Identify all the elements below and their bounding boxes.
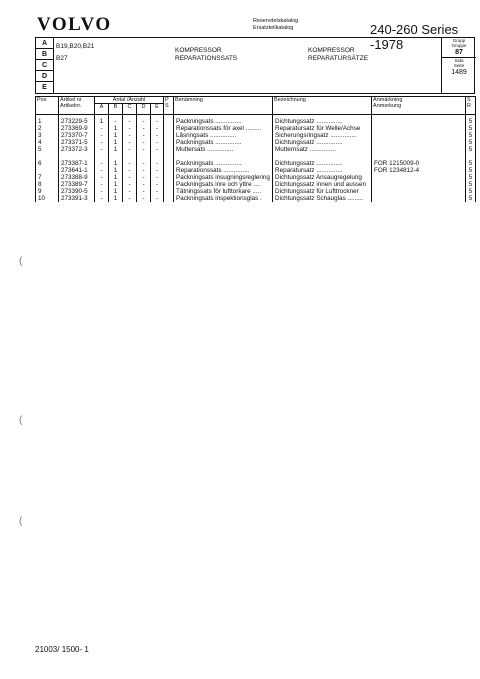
spacer-cell (372, 153, 466, 160)
section-title-de-1: KOMPRESSOR (308, 47, 355, 54)
cell-ps (164, 195, 174, 202)
cell-article: 273390-5 (59, 188, 95, 195)
cell-ps (164, 181, 174, 188)
spacer-cell (164, 153, 174, 160)
cell-qty-a: - (95, 188, 109, 195)
col-description-sv-header: Benämning (174, 97, 273, 115)
cell-remark (372, 132, 466, 139)
cell-qty-a: - (95, 174, 109, 181)
binder-hole-mark: ( (19, 256, 23, 267)
table-row (36, 125, 476, 132)
cell-qty-a: - (95, 195, 109, 202)
cell-qty-c: - (123, 125, 137, 132)
cell-qty-a: - (95, 160, 109, 167)
cell-qty-e: - (151, 188, 164, 195)
model-letter-c: C (36, 60, 53, 71)
cell-article: 273388-9 (59, 174, 95, 181)
qty-col-a: A (95, 104, 109, 115)
cell-pos: 2 (36, 125, 59, 132)
table-spacer-row (36, 153, 476, 160)
cell-ps (164, 188, 174, 195)
table-row (36, 195, 476, 202)
model-a-engines: B19,B20,B21 (56, 43, 95, 50)
section-title-sv (175, 47, 237, 62)
cell-article: 273372-3 (59, 146, 95, 153)
model-letter-column (36, 38, 54, 93)
table-row (36, 132, 476, 139)
cell-qty-b: 1 (109, 167, 123, 174)
cell-description-sv: Reparationssats för axel ......... (174, 125, 273, 132)
cell-description-de: Sicherungsringsatz ............... (273, 132, 372, 139)
cell-qty-d: - (137, 181, 151, 188)
cell-article: 273391-3 (59, 195, 95, 202)
binder-hole-mark: ( (19, 516, 23, 527)
catalog-title (253, 18, 298, 31)
catalog-title-sv: Reservdelskatalog (253, 18, 299, 24)
cell-description-sv: Packningsats inre och yttre .... (174, 181, 273, 188)
cell-qty-c: - (123, 115, 137, 126)
cell-qty-e: - (151, 125, 164, 132)
cell-qty-c: - (123, 146, 137, 153)
cell-qty-b: 1 (109, 188, 123, 195)
cell-remark (372, 146, 466, 153)
cell-description-sv: Låsringsats ............... (174, 132, 273, 139)
cell-qty-e: - (151, 167, 164, 174)
cell-qty-c: - (123, 188, 137, 195)
spacer-cell (95, 153, 109, 160)
cell-qty-b: 1 (109, 195, 123, 202)
cell-pos: 10 (36, 195, 59, 202)
cell-ps (164, 125, 174, 132)
spacer-cell (151, 153, 164, 160)
group-number: 87 (455, 49, 463, 56)
cell-article: 273387-1 (59, 160, 95, 167)
spacer-cell (137, 153, 151, 160)
cell-description-sv: Packningsats insugningsreglering (174, 174, 273, 181)
cell-qty-e: - (151, 132, 164, 139)
cell-description-de: Reparatursatz für Welle/Achse (273, 125, 372, 132)
group-page-box (441, 38, 476, 93)
table-row (36, 167, 476, 174)
cell-qty-d: - (137, 125, 151, 132)
cell-qty-c: - (123, 195, 137, 202)
cell-qty-b: - (109, 115, 123, 126)
cell-pos: 7 (36, 174, 59, 181)
table-row (36, 174, 476, 181)
cell-qty-d: - (137, 132, 151, 139)
section-title-sv-1: KOMPRESSOR (175, 47, 222, 54)
cell-qty-e: - (151, 115, 164, 126)
cell-description-sv: Packningsats inspektionsglas . (174, 195, 273, 202)
binder-hole-mark: ( (19, 415, 23, 426)
cell-sr: 5 (466, 181, 476, 188)
cell-qty-b: 1 (109, 181, 123, 188)
cell-ps (164, 160, 174, 167)
qty-col-d: D (137, 104, 151, 115)
cell-description-de: Dichtungssatz ............... (273, 115, 372, 126)
table-row (36, 139, 476, 146)
group-label-sv: Grupp (452, 38, 466, 43)
col-sr-header-r: R (467, 103, 472, 109)
volvo-logo: VOLVO (37, 14, 112, 35)
cell-pos: 5 (36, 146, 59, 153)
cell-qty-a: - (95, 181, 109, 188)
cell-ps (164, 139, 174, 146)
cell-description-sv: Reparationssats ............... (174, 167, 273, 174)
cell-sr: 5 (466, 125, 476, 132)
cell-qty-d: - (137, 160, 151, 167)
cell-remark (372, 139, 466, 146)
cell-remark (372, 174, 466, 181)
cell-article: 273389-7 (59, 181, 95, 188)
spacer-cell (109, 153, 123, 160)
cell-sr: 5 (466, 139, 476, 146)
cell-article: 273369-9 (59, 125, 95, 132)
model-letter-d: D (36, 71, 53, 82)
col-article-header-de: Artikelnr. (60, 103, 82, 109)
model-b-engines: B27 (56, 55, 68, 62)
cell-sr: 5 (466, 167, 476, 174)
spacer-cell (36, 153, 59, 160)
cell-description-sv: Tätningssats för lufttorkare ..... (174, 188, 273, 195)
table-header-row (36, 97, 476, 104)
cell-sr: 5 (466, 115, 476, 126)
page-number: 1489 (451, 69, 467, 76)
cell-qty-b: 1 (109, 125, 123, 132)
cell-article: 273370-7 (59, 132, 95, 139)
cell-description-sv: Packningsats ............... (174, 160, 273, 167)
cell-qty-a: - (95, 146, 109, 153)
cell-description-de: Dichtungssatz innen und aussen (273, 181, 372, 188)
cell-qty-b: 1 (109, 146, 123, 153)
page-label-de: Seite (453, 63, 465, 68)
cell-qty-b: 1 (109, 132, 123, 139)
cell-ps (164, 146, 174, 153)
qty-col-e: E (151, 104, 164, 115)
table-row (36, 146, 476, 153)
footer-code: 21003/ 1500- 1 (35, 645, 89, 654)
cell-qty-c: - (123, 167, 137, 174)
table-row (36, 181, 476, 188)
col-remark-header-sv: Anmärkning (373, 97, 403, 103)
cell-qty-b: 1 (109, 160, 123, 167)
spacer-cell (123, 153, 137, 160)
cell-ps (164, 132, 174, 139)
cell-remark (372, 181, 466, 188)
cell-ps (164, 167, 174, 174)
cell-qty-e: - (151, 174, 164, 181)
cell-qty-e: - (151, 146, 164, 153)
cell-pos: 3 (36, 132, 59, 139)
cell-description-de: Reparatursatz ............... (273, 167, 372, 174)
cell-remark (372, 115, 466, 126)
page-label-sv: Sida (454, 58, 464, 63)
cell-remark (372, 125, 466, 132)
section-title-sv-2: REPARATIONSSATS (175, 54, 238, 62)
col-sr-header (466, 97, 476, 115)
cell-pos: 9 (36, 188, 59, 195)
col-sr-header-s: S (467, 97, 471, 103)
model-letter-a: A (36, 38, 53, 49)
col-description-de-header: Bezeichnung (273, 97, 372, 115)
col-ps-header (164, 97, 174, 115)
cell-qty-b: 1 (109, 174, 123, 181)
section-title-de-2: REPARATURSÄTZE (308, 54, 369, 62)
cell-pos: 1 (36, 115, 59, 126)
model-letter-e: E (42, 84, 47, 91)
cell-qty-b: 1 (109, 139, 123, 146)
engine-models (56, 41, 94, 65)
cell-qty-d: - (137, 146, 151, 153)
section-title-de (308, 47, 368, 62)
cell-qty-a: 1 (95, 115, 109, 126)
col-ps-header-s: S (165, 103, 169, 109)
cell-qty-a: - (95, 139, 109, 146)
cell-qty-c: - (123, 132, 137, 139)
catalog-title-de: Ersatzteilkatalog (253, 24, 294, 31)
cell-qty-d: - (137, 167, 151, 174)
cell-pos: 8 (36, 181, 59, 188)
group-label-de: Gruppe (451, 43, 467, 48)
cell-sr: 5 (466, 195, 476, 202)
cell-qty-a: - (95, 125, 109, 132)
cell-description-sv: Muttersats ............... (174, 146, 273, 153)
cell-sr: 5 (466, 160, 476, 167)
cell-pos (36, 167, 59, 174)
cell-qty-e: - (151, 139, 164, 146)
cell-remark (372, 195, 466, 202)
cell-qty-d: - (137, 115, 151, 126)
cell-pos: 6 (36, 160, 59, 167)
qty-col-c: C (123, 104, 137, 115)
cell-qty-e: - (151, 160, 164, 167)
cell-sr: 5 (466, 146, 476, 153)
cell-description-de: Dichtungssatz für Lufttrockner (273, 188, 372, 195)
cell-qty-a: - (95, 132, 109, 139)
col-ps-header-p: P (165, 97, 169, 103)
cell-description-sv: Packningsats ............... (174, 139, 273, 146)
model-letter-b: B (36, 49, 53, 60)
table-row (36, 188, 476, 195)
col-pos-header: Pos (36, 97, 59, 115)
cell-description-sv: Packningsats ............... (174, 115, 273, 126)
cell-qty-c: - (123, 181, 137, 188)
qty-col-b: B (109, 104, 123, 115)
series-label: 240-260 Series -1978 (370, 22, 459, 52)
spacer-cell (273, 153, 372, 160)
cell-sr: 5 (466, 188, 476, 195)
spacer-cell (174, 153, 273, 160)
cell-qty-c: - (123, 160, 137, 167)
table-row (36, 160, 476, 167)
cell-qty-a: - (95, 167, 109, 174)
cell-article: 273641-1 (59, 167, 95, 174)
cell-qty-c: - (123, 139, 137, 146)
cell-qty-e: - (151, 181, 164, 188)
col-remark-header (372, 97, 466, 115)
cell-sr: 5 (466, 132, 476, 139)
cell-description-de: Dichtungssatz ............... (273, 139, 372, 146)
parts-table (35, 96, 476, 202)
cell-article: 273371-5 (59, 139, 95, 146)
cell-qty-d: - (137, 139, 151, 146)
cell-article: 273229-5 (59, 115, 95, 126)
cell-remark: FOR 1234812-4 (372, 167, 466, 174)
cell-description-de: Dichtungssatz ............... (273, 160, 372, 167)
cell-sr: 5 (466, 174, 476, 181)
col-article-header (59, 97, 95, 115)
spacer-cell (59, 153, 95, 160)
parts-table-body (36, 115, 476, 203)
table-row (36, 115, 476, 126)
cell-description-de: Mutternsatz ............... (273, 146, 372, 153)
cell-qty-d: - (137, 188, 151, 195)
spacer-cell (466, 153, 476, 160)
col-remark-header-de: Anmerkung (373, 103, 402, 109)
col-quantity-header: Antal /Anzahl (95, 97, 164, 104)
cell-qty-e: - (151, 195, 164, 202)
cell-qty-d: - (137, 195, 151, 202)
cell-remark: FOR 1215009-0 (372, 160, 466, 167)
cell-description-de: Dichtungssatz Schauglas ......... (273, 195, 372, 202)
cell-ps (164, 115, 174, 126)
col-article-header-sv: Artikel nr (60, 97, 82, 103)
cell-description-de: Dichtungssatz Ansaugregelung (273, 174, 372, 181)
header-box (35, 37, 475, 94)
cell-pos: 4 (36, 139, 59, 146)
cell-qty-d: - (137, 174, 151, 181)
cell-remark (372, 188, 466, 195)
cell-ps (164, 174, 174, 181)
cell-qty-c: - (123, 174, 137, 181)
